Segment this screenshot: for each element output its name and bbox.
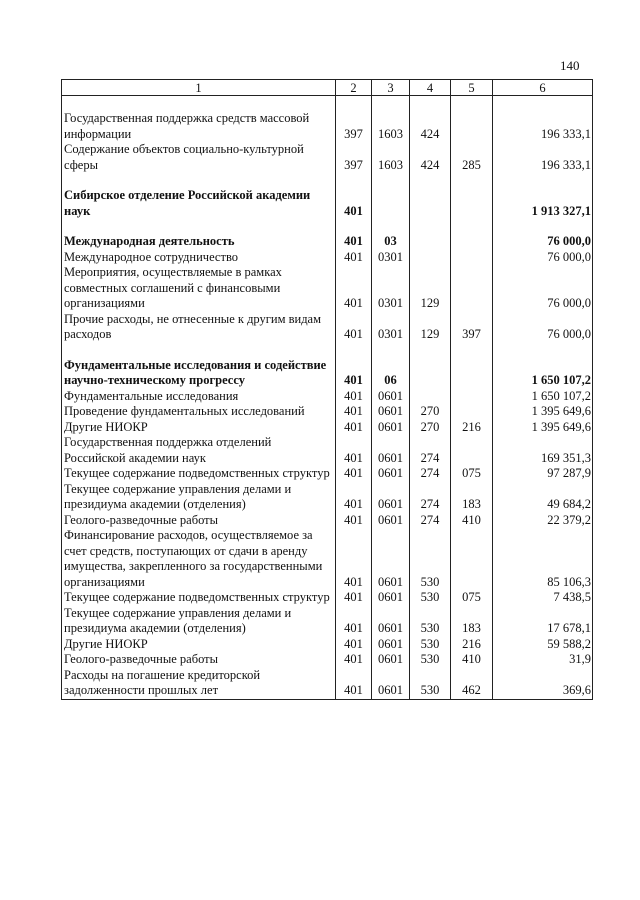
cell-name: Государственная поддержка отделений Российской академии наук	[62, 435, 336, 466]
table-row	[62, 606, 593, 637]
cell-ministry-code: 401	[336, 250, 372, 266]
table-row	[62, 420, 593, 436]
cell-section-code	[372, 188, 410, 219]
spacer-cell	[493, 96, 593, 112]
cell-amount: 49 684,2	[493, 482, 593, 513]
cell-section-code: 1603	[372, 111, 410, 142]
cell-expense-code: 285	[451, 142, 493, 173]
spacer-cell	[493, 343, 593, 358]
table-row	[62, 435, 593, 466]
cell-name: Текущее содержание подведомственных структур	[62, 466, 336, 482]
table-row-section	[62, 188, 593, 219]
cell-target-code: 530	[410, 652, 451, 668]
cell-amount: 1 913 327,1	[493, 188, 593, 219]
cell-section-code: 0601	[372, 652, 410, 668]
column-header-name: 1	[62, 80, 336, 96]
cell-name: Проведение фундаментальных исследований	[62, 404, 336, 420]
spacer-row	[62, 96, 593, 112]
table-row	[62, 312, 593, 343]
budget-table	[61, 79, 593, 700]
spacer-cell	[410, 343, 451, 358]
cell-amount: 17 678,1	[493, 606, 593, 637]
spacer-cell	[336, 219, 372, 234]
cell-expense-code	[451, 435, 493, 466]
cell-name: Государственная поддержка средств массовой информации	[62, 111, 336, 142]
spacer-cell	[62, 96, 336, 112]
cell-target-code: 270	[410, 420, 451, 436]
cell-name: Текущее содержание управления делами и президиума академии (отделения)	[62, 482, 336, 513]
cell-name: Расходы на погашение кредиторской задолженности прошлых лет	[62, 668, 336, 700]
table-row	[62, 668, 593, 700]
cell-name: Текущее содержание подведомственных структур	[62, 590, 336, 606]
cell-expense-code: 410	[451, 652, 493, 668]
cell-ministry-code: 401	[336, 652, 372, 668]
cell-name: Другие НИОКР	[62, 420, 336, 436]
spacer-cell	[410, 173, 451, 188]
cell-name: Сибирское отделение Российской академии наук	[62, 188, 336, 219]
cell-expense-code	[451, 404, 493, 420]
spacer-cell	[493, 173, 593, 188]
table-header	[62, 80, 593, 96]
table-row-section	[62, 234, 593, 250]
cell-ministry-code: 401	[336, 265, 372, 312]
table-row	[62, 250, 593, 266]
cell-target-code: 274	[410, 513, 451, 529]
cell-expense-code	[451, 265, 493, 312]
cell-target-code: 274	[410, 482, 451, 513]
cell-target-code: 424	[410, 142, 451, 173]
spacer-cell	[336, 173, 372, 188]
cell-ministry-code: 401	[336, 358, 372, 389]
cell-section-code: 0301	[372, 265, 410, 312]
cell-name: Мероприятия, осуществляемые в рамках совместных соглашений с финансовыми организациями	[62, 265, 336, 312]
cell-ministry-code: 401	[336, 435, 372, 466]
cell-section-code: 0601	[372, 389, 410, 405]
cell-name: Финансирование расходов, осуществляемое за счет средств, поступающих от сдачи в аренду имущества, закрепленного за государственными организациями	[62, 528, 336, 590]
cell-section-code: 0601	[372, 404, 410, 420]
spacer-cell	[372, 96, 410, 112]
cell-expense-code: 075	[451, 590, 493, 606]
cell-ministry-code: 401	[336, 420, 372, 436]
column-header-target: 4	[410, 80, 451, 96]
spacer-cell	[62, 219, 336, 234]
table-body	[62, 96, 593, 700]
cell-target-code: 274	[410, 435, 451, 466]
cell-target-code	[410, 234, 451, 250]
cell-name: Международное сотрудничество	[62, 250, 336, 266]
cell-section-code: 1603	[372, 142, 410, 173]
spacer-cell	[372, 343, 410, 358]
cell-name: Международная деятельность	[62, 234, 336, 250]
cell-section-code: 0601	[372, 606, 410, 637]
spacer-cell	[451, 173, 493, 188]
spacer-cell	[451, 343, 493, 358]
cell-ministry-code: 401	[336, 466, 372, 482]
cell-name: Другие НИОКР	[62, 637, 336, 653]
spacer-cell	[372, 173, 410, 188]
cell-ministry-code: 401	[336, 188, 372, 219]
cell-amount: 196 333,1	[493, 142, 593, 173]
cell-amount: 22 379,2	[493, 513, 593, 529]
cell-expense-code: 183	[451, 606, 493, 637]
cell-target-code	[410, 389, 451, 405]
cell-name: Содержание объектов социально-культурной сферы	[62, 142, 336, 173]
table-row	[62, 404, 593, 420]
cell-expense-code: 410	[451, 513, 493, 529]
cell-amount: 76 000,0	[493, 265, 593, 312]
cell-expense-code	[451, 188, 493, 219]
cell-amount: 196 333,1	[493, 111, 593, 142]
cell-expense-code	[451, 111, 493, 142]
cell-ministry-code: 401	[336, 668, 372, 700]
cell-ministry-code: 401	[336, 606, 372, 637]
cell-amount: 169 351,3	[493, 435, 593, 466]
cell-ministry-code: 397	[336, 142, 372, 173]
cell-expense-code: 462	[451, 668, 493, 700]
cell-ministry-code: 401	[336, 482, 372, 513]
table-row	[62, 637, 593, 653]
spacer-row	[62, 173, 593, 188]
cell-name: Геолого-разведочные работы	[62, 652, 336, 668]
spacer-cell	[336, 343, 372, 358]
cell-section-code: 0601	[372, 420, 410, 436]
page-number: 140	[560, 58, 580, 73]
cell-ministry-code: 401	[336, 312, 372, 343]
cell-section-code: 0601	[372, 482, 410, 513]
cell-target-code: 530	[410, 590, 451, 606]
spacer-cell	[493, 219, 593, 234]
cell-name: Фундаментальные исследования	[62, 389, 336, 405]
cell-expense-code: 216	[451, 420, 493, 436]
cell-ministry-code: 401	[336, 637, 372, 653]
cell-section-code: 03	[372, 234, 410, 250]
cell-ministry-code: 401	[336, 234, 372, 250]
cell-amount: 85 106,3	[493, 528, 593, 590]
spacer-cell	[410, 96, 451, 112]
table-row	[62, 528, 593, 590]
cell-amount: 1 650 107,2	[493, 358, 593, 389]
cell-amount: 97 287,9	[493, 466, 593, 482]
cell-name: Прочие расходы, не отнесенные к другим видам расходов	[62, 312, 336, 343]
table-row	[62, 265, 593, 312]
cell-target-code	[410, 358, 451, 389]
spacer-cell	[451, 96, 493, 112]
cell-target-code: 530	[410, 606, 451, 637]
cell-section-code: 0601	[372, 513, 410, 529]
spacer-cell	[62, 173, 336, 188]
cell-expense-code: 397	[451, 312, 493, 343]
spacer-cell	[62, 343, 336, 358]
spacer-row	[62, 219, 593, 234]
cell-target-code: 424	[410, 111, 451, 142]
spacer-cell	[372, 219, 410, 234]
cell-expense-code	[451, 389, 493, 405]
cell-name: Фундаментальные исследования и содействие научно-техническому прогрессу	[62, 358, 336, 389]
cell-ministry-code: 401	[336, 590, 372, 606]
cell-target-code: 270	[410, 404, 451, 420]
cell-name: Геолого-разведочные работы	[62, 513, 336, 529]
cell-expense-code	[451, 358, 493, 389]
cell-amount: 369,6	[493, 668, 593, 700]
cell-ministry-code: 401	[336, 404, 372, 420]
column-header-ministry: 2	[336, 80, 372, 96]
cell-amount: 31,9	[493, 652, 593, 668]
cell-amount: 1 395 649,6	[493, 420, 593, 436]
cell-target-code: 129	[410, 265, 451, 312]
spacer-cell	[451, 219, 493, 234]
table-row	[62, 513, 593, 529]
cell-target-code: 530	[410, 528, 451, 590]
cell-ministry-code: 401	[336, 389, 372, 405]
table-row	[62, 142, 593, 173]
cell-target-code: 530	[410, 637, 451, 653]
spacer-row	[62, 343, 593, 358]
column-header-section: 3	[372, 80, 410, 96]
cell-target-code: 129	[410, 312, 451, 343]
cell-section-code: 0601	[372, 528, 410, 590]
table-row-section	[62, 358, 593, 389]
spacer-cell	[410, 219, 451, 234]
cell-section-code: 0601	[372, 668, 410, 700]
cell-amount: 59 588,2	[493, 637, 593, 653]
cell-section-code: 0601	[372, 590, 410, 606]
cell-section-code: 0601	[372, 466, 410, 482]
cell-expense-code: 075	[451, 466, 493, 482]
table-row	[62, 590, 593, 606]
cell-target-code	[410, 250, 451, 266]
cell-amount: 76 000,0	[493, 250, 593, 266]
cell-amount: 1 395 649,6	[493, 404, 593, 420]
spacer-cell	[336, 96, 372, 112]
table-row	[62, 111, 593, 142]
column-header-expense-type: 5	[451, 80, 493, 96]
cell-expense-code: 183	[451, 482, 493, 513]
cell-section-code: 0301	[372, 250, 410, 266]
column-header-amount: 6	[493, 80, 593, 96]
cell-expense-code: 216	[451, 637, 493, 653]
cell-ministry-code: 397	[336, 111, 372, 142]
cell-expense-code	[451, 234, 493, 250]
cell-target-code: 530	[410, 668, 451, 700]
table-row	[62, 652, 593, 668]
cell-amount: 76 000,0	[493, 312, 593, 343]
cell-expense-code	[451, 528, 493, 590]
table-row	[62, 389, 593, 405]
cell-section-code: 0601	[372, 637, 410, 653]
cell-ministry-code: 401	[336, 528, 372, 590]
cell-section-code: 0601	[372, 435, 410, 466]
cell-name: Текущее содержание управления делами и президиума академии (отделения)	[62, 606, 336, 637]
cell-target-code	[410, 188, 451, 219]
cell-amount: 76 000,0	[493, 234, 593, 250]
table-row	[62, 466, 593, 482]
cell-target-code: 274	[410, 466, 451, 482]
cell-amount: 7 438,5	[493, 590, 593, 606]
cell-expense-code	[451, 250, 493, 266]
cell-section-code: 0301	[372, 312, 410, 343]
cell-section-code: 06	[372, 358, 410, 389]
cell-amount: 1 650 107,2	[493, 389, 593, 405]
table-row	[62, 482, 593, 513]
header-row	[62, 80, 593, 96]
cell-ministry-code: 401	[336, 513, 372, 529]
